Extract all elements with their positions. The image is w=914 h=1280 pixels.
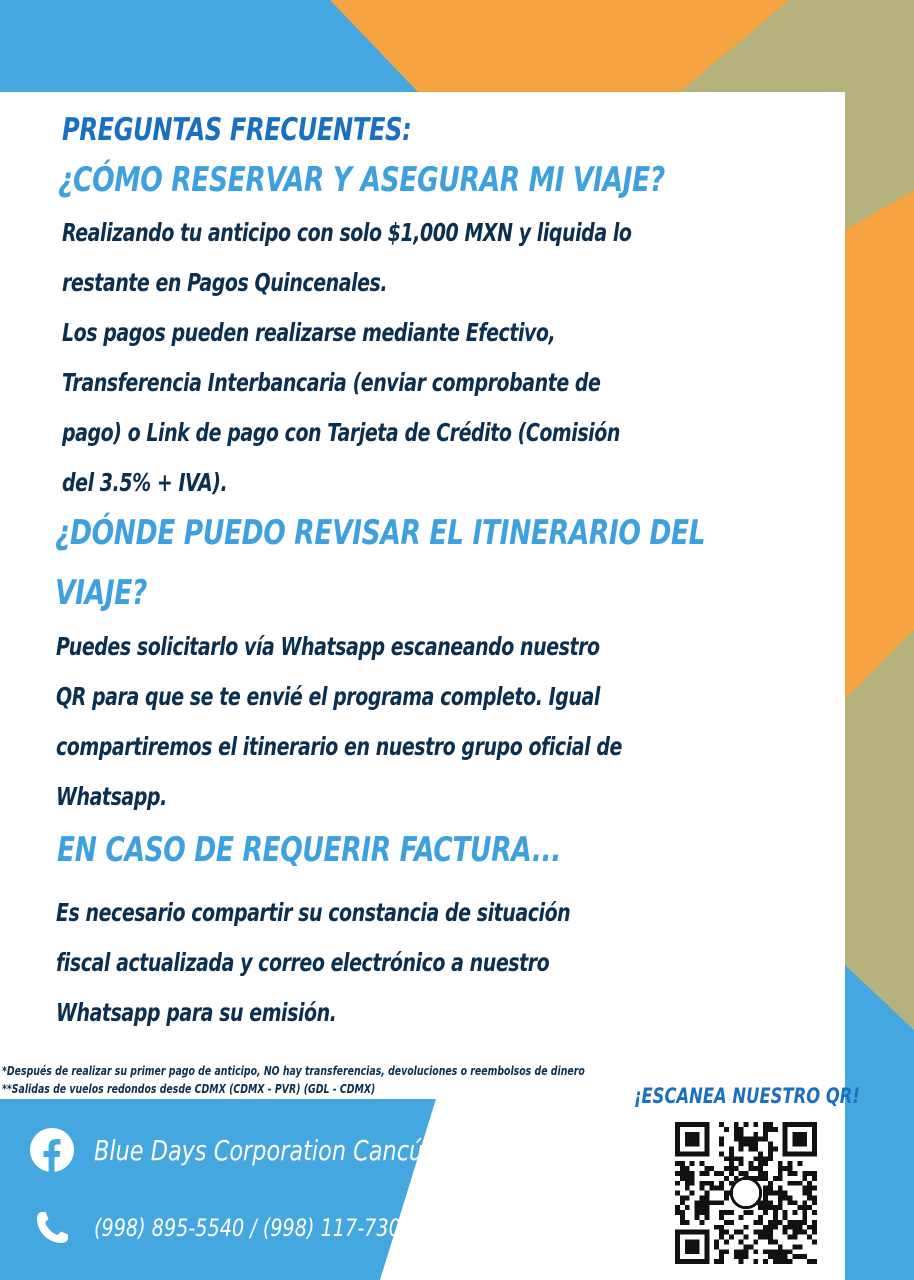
phone-icon xyxy=(30,1206,74,1250)
facebook-icon xyxy=(30,1128,74,1172)
answer-reservation-line-1: Realizando tu anticipo con solo $1,000 MXN y liquida lo restante en Pagos Quincenales. xyxy=(62,218,632,297)
phone-numbers: (998) 895-5540 / (998) 117-7308 xyxy=(94,1214,414,1242)
footnote-flights: **Salidas de vuelos redondos desde CDMX (CDMX - PVR) (GDL - CDMX) xyxy=(2,1082,376,1096)
qr-label: ¡ESCANEA NUESTRO QR! xyxy=(634,1084,860,1108)
answer-invoice: Es necesario compartir su constancia de situación fiscal actualizada y correo electrónico a nuestro Whatsapp para su emisión. xyxy=(56,898,571,1027)
answer-itinerary: Puedes solicitarlo vía Whatsapp escaneando nuestro QR para que se te envié el programa completo. Igual compartiremos el itinerario en nuestro grupo oficial de Whatsapp. xyxy=(56,632,622,811)
facebook-page-name: Blue Days Corporation Cancún xyxy=(94,1133,438,1167)
footnote-refund-policy: *Después de realizar su primer pago de anticipo, NO hay transferencias, devoluciones o reembolsos de dinero xyxy=(2,1064,585,1078)
qr-code-icon[interactable] xyxy=(675,1122,817,1264)
facebook-contact[interactable] xyxy=(30,1128,523,1172)
question-invoice: EN CASO DE REQUERIR FACTURA... xyxy=(57,830,561,870)
answer-reservation xyxy=(62,208,731,508)
answer-reservation-line-2: Los pagos pueden realizarse mediante Efectivo, Transferencia Interbancaria (enviar comprobante de pago) o Link de pago con Tarjeta de Crédito (Comisión del 3.5% + IVA). xyxy=(62,318,620,497)
question-reservation: ¿CÓMO RESERVAR Y ASEGURAR MI VIAJE? xyxy=(58,160,665,200)
phone-contact[interactable] xyxy=(30,1206,493,1250)
faq-title: PREGUNTAS FRECUENTES: xyxy=(62,112,412,148)
question-itinerary: ¿DÓNDE PUEDO REVISAR EL ITINERARIO DEL VIAJE? xyxy=(55,513,706,613)
